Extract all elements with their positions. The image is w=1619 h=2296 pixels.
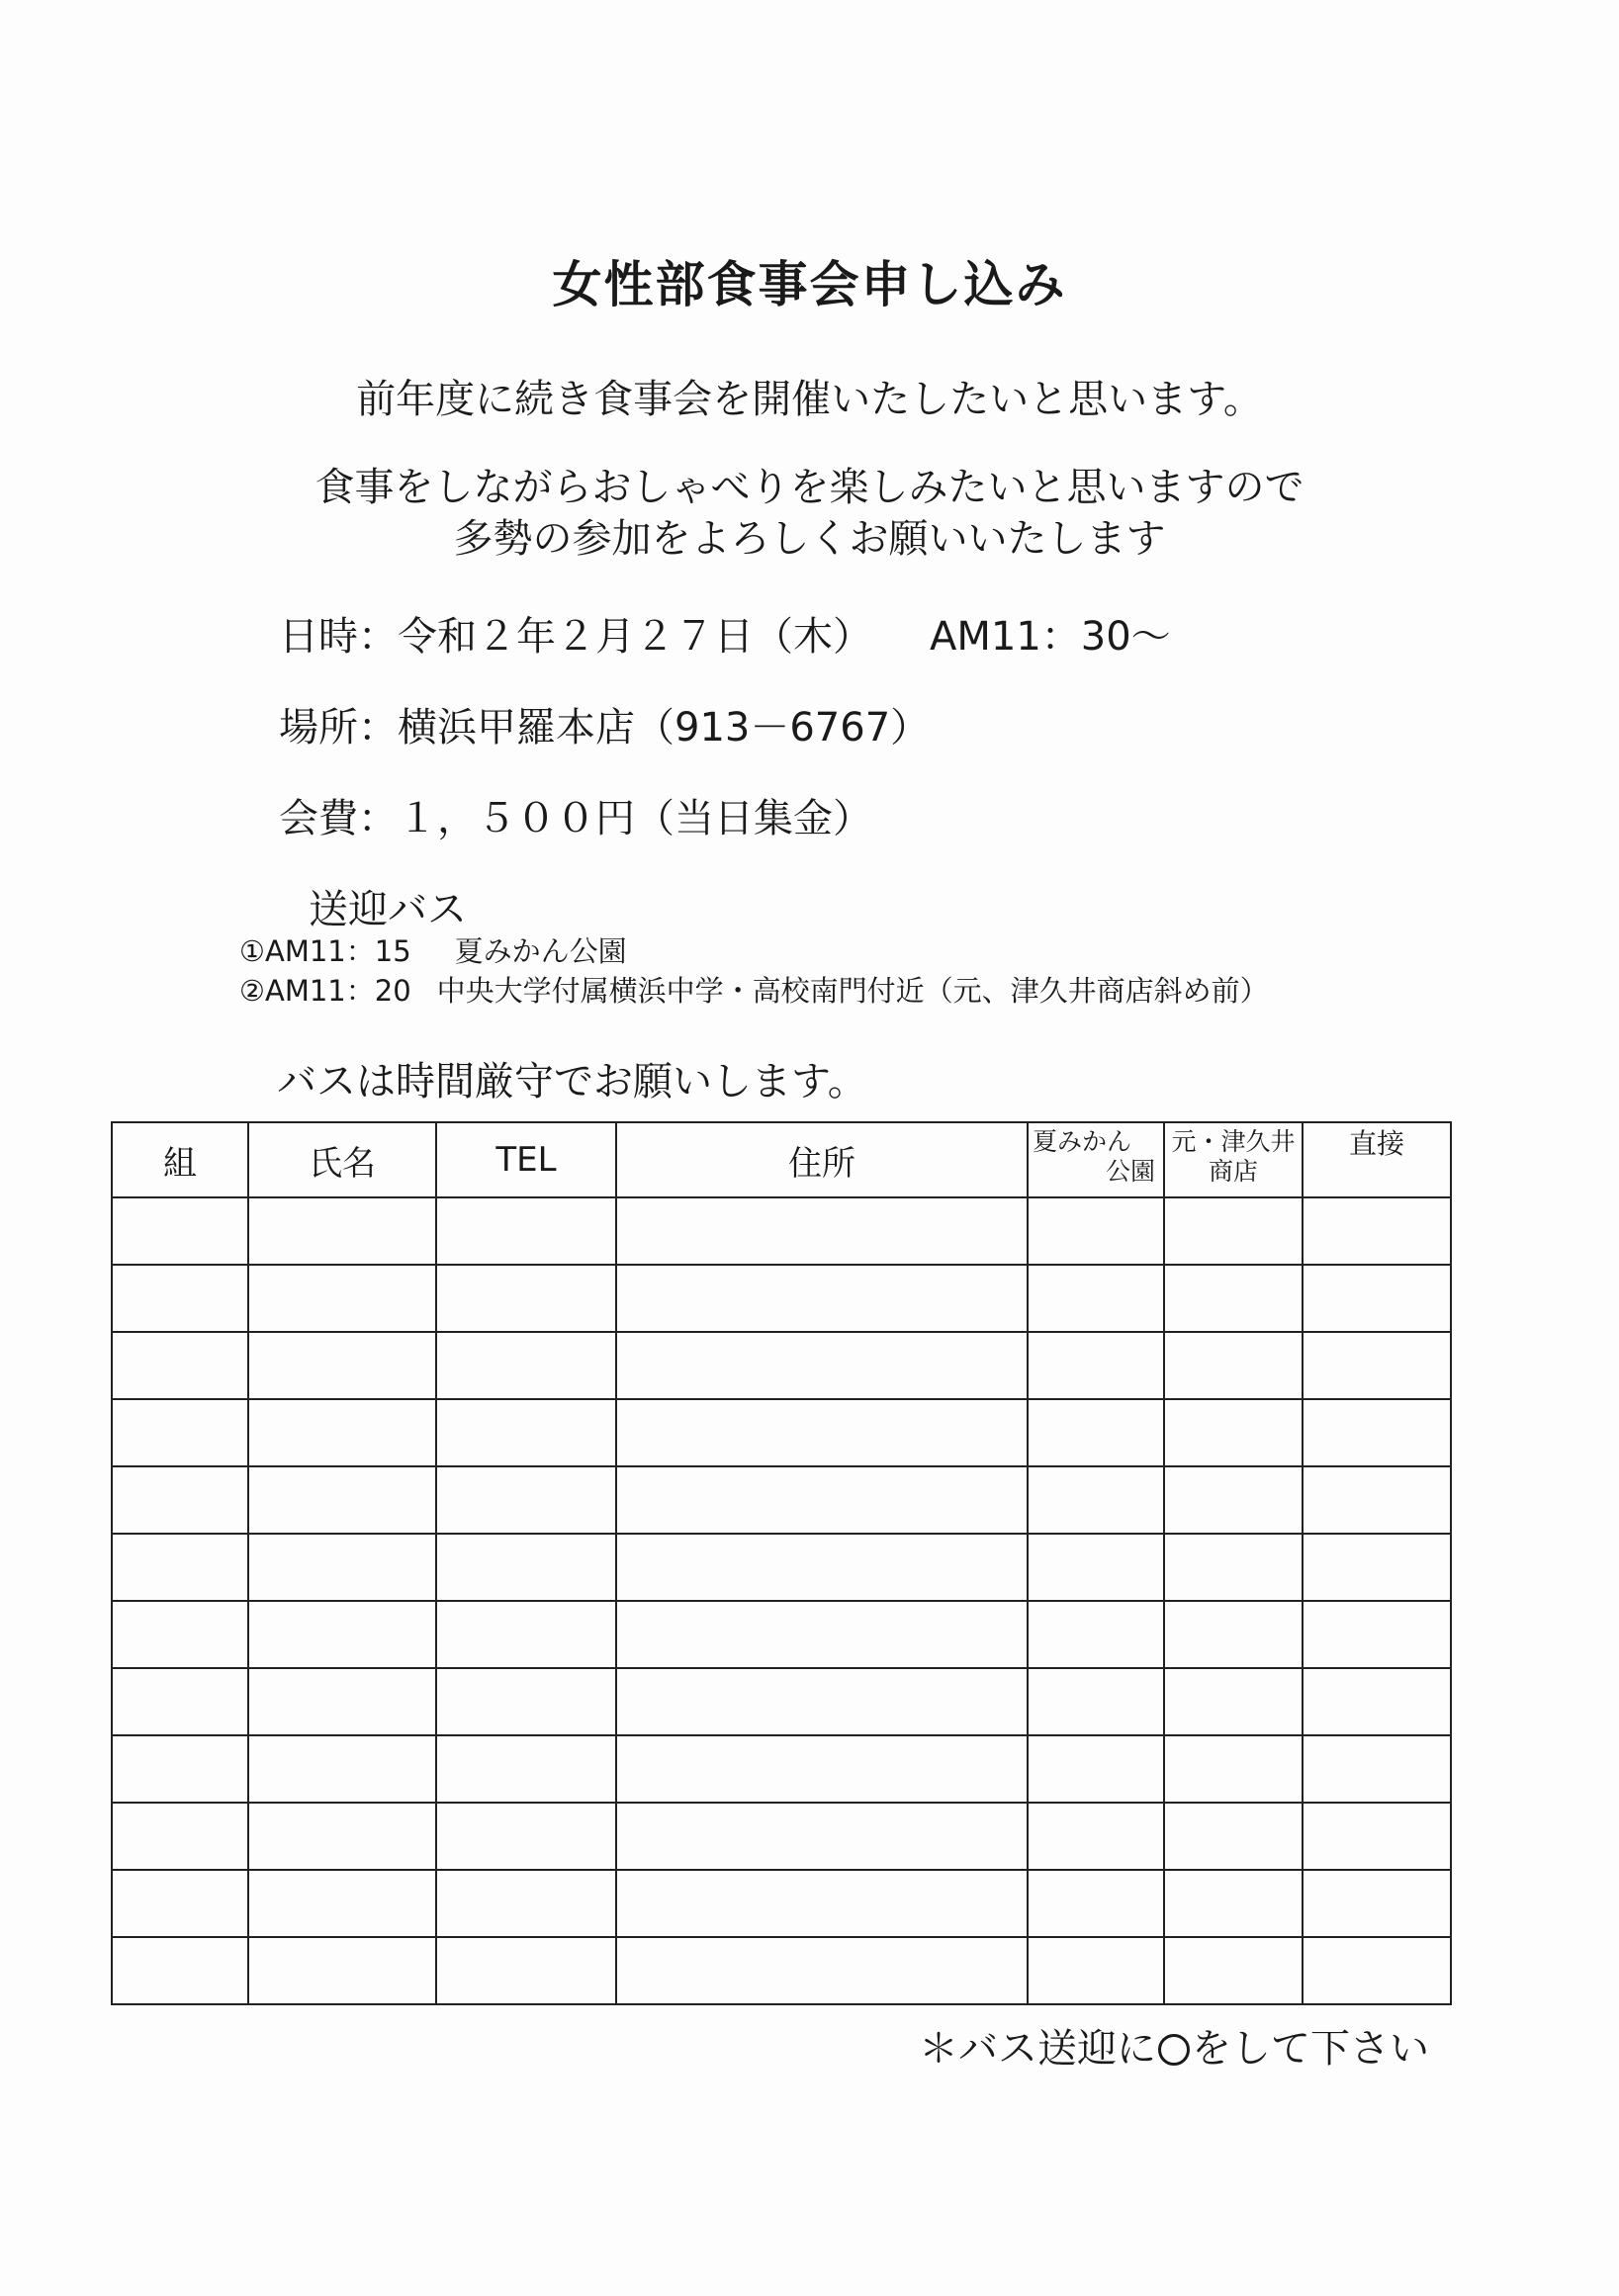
cell-tsukui-shop[interactable]: [1164, 1601, 1303, 1668]
table-row: [112, 1265, 1451, 1332]
bus-route-2: [239, 969, 1269, 1010]
header-address: 住所: [616, 1122, 1028, 1197]
cell-natsumikan-park[interactable]: [1028, 1332, 1164, 1399]
cell-name[interactable]: [248, 1332, 436, 1399]
cell-direct[interactable]: [1303, 1197, 1451, 1265]
cell-direct[interactable]: [1303, 1870, 1451, 1937]
route-number: ①: [239, 934, 265, 968]
table-row: [112, 1735, 1451, 1803]
cell-tel[interactable]: [436, 1399, 616, 1466]
cell-natsumikan-park[interactable]: [1028, 1466, 1164, 1534]
table-header-row: [112, 1122, 1451, 1197]
cell-group[interactable]: [112, 1265, 248, 1332]
route-place: 中央大学付属横浜中学・高校南門付近（元、津久井商店斜め前）: [436, 974, 1269, 1008]
cell-direct[interactable]: [1303, 1332, 1451, 1399]
cell-natsumikan-park[interactable]: [1028, 1937, 1164, 2004]
cell-natsumikan-park[interactable]: [1028, 1870, 1164, 1937]
cell-group[interactable]: [112, 1534, 248, 1601]
cell-natsumikan-park[interactable]: [1028, 1197, 1164, 1265]
cell-group[interactable]: [112, 1601, 248, 1668]
cell-name[interactable]: [248, 1265, 436, 1332]
route-number: ②: [239, 974, 265, 1008]
place-value: 横浜甲羅本店（913－6767）: [398, 705, 931, 751]
table-row: [112, 1803, 1451, 1870]
cell-name[interactable]: [248, 1399, 436, 1466]
circle-mark-icon: [1158, 2034, 1190, 2066]
header-tsukui-line1: 元・津久井: [1171, 1127, 1296, 1156]
cell-group[interactable]: [112, 1466, 248, 1534]
cell-direct[interactable]: [1303, 1803, 1451, 1870]
header-direct: 直接: [1303, 1122, 1451, 1197]
cell-tel[interactable]: [436, 1197, 616, 1265]
cell-address[interactable]: [616, 1399, 1028, 1466]
header-group: 組: [112, 1122, 248, 1197]
cell-tsukui-shop[interactable]: [1164, 1332, 1303, 1399]
cell-name[interactable]: [248, 1870, 436, 1937]
cell-address[interactable]: [616, 1668, 1028, 1735]
cell-direct[interactable]: [1303, 1668, 1451, 1735]
cell-tsukui-shop[interactable]: [1164, 1197, 1303, 1265]
header-tsukui-shop: [1164, 1122, 1303, 1197]
route-place: 夏みかん公園: [454, 934, 627, 968]
cell-tsukui-shop[interactable]: [1164, 1466, 1303, 1534]
cell-natsumikan-park[interactable]: [1028, 1265, 1164, 1332]
cell-tsukui-shop[interactable]: [1164, 1399, 1303, 1466]
table-body: [112, 1197, 1451, 2004]
cell-name[interactable]: [248, 1197, 436, 1265]
cell-tel[interactable]: [436, 1870, 616, 1937]
cell-name[interactable]: [248, 1466, 436, 1534]
header-natsumikan-park: [1028, 1122, 1164, 1197]
header-tel: TEL: [436, 1122, 616, 1197]
invitation-line-1: 食事をしながらおしゃべりを楽しみたいと思いますので: [315, 465, 1304, 510]
cell-name[interactable]: [248, 1937, 436, 2004]
intro-text: 前年度に続き食事会を開催いたしたいと思います。: [356, 377, 1263, 422]
route-time: AM11：20: [265, 974, 411, 1008]
cell-group[interactable]: [112, 1668, 248, 1735]
cell-natsumikan-park[interactable]: [1028, 1399, 1164, 1466]
form-title: 女性部食事会申し込み: [552, 256, 1067, 313]
header-name: 氏名: [248, 1122, 436, 1197]
cell-name[interactable]: [248, 1735, 436, 1803]
punctuality-note: バスは時間厳守でお願いします。: [277, 1059, 867, 1104]
cell-tel[interactable]: [436, 1803, 616, 1870]
route-time: AM11：15: [265, 934, 411, 968]
cell-name[interactable]: [248, 1601, 436, 1668]
table-row: [112, 1601, 1451, 1668]
header-tsukui-line2: 商店: [1208, 1157, 1258, 1186]
cell-tsukui-shop[interactable]: [1164, 1668, 1303, 1735]
event-fee: [279, 787, 872, 843]
bus-route-1: [239, 929, 627, 970]
cell-address[interactable]: [616, 1265, 1028, 1332]
cell-group[interactable]: [112, 1937, 248, 2004]
table-row: [112, 1534, 1451, 1601]
cell-tel[interactable]: [436, 1937, 616, 2004]
cell-tsukui-shop[interactable]: [1164, 1534, 1303, 1601]
fee-label: 会費：: [279, 796, 398, 841]
cell-direct[interactable]: [1303, 1937, 1451, 2004]
cell-direct[interactable]: [1303, 1534, 1451, 1601]
cell-tsukui-shop[interactable]: [1164, 1937, 1303, 2004]
cell-group[interactable]: [112, 1735, 248, 1803]
cell-group[interactable]: [112, 1870, 248, 1937]
cell-natsumikan-park[interactable]: [1028, 1735, 1164, 1803]
cell-address[interactable]: [616, 1937, 1028, 2004]
cell-address[interactable]: [616, 1803, 1028, 1870]
cell-natsumikan-park[interactable]: [1028, 1803, 1164, 1870]
footnote-prefix: ＊バス送迎に: [919, 2026, 1156, 2072]
cell-direct[interactable]: [1303, 1466, 1451, 1534]
cell-direct[interactable]: [1303, 1265, 1451, 1332]
table-row: [112, 1466, 1451, 1534]
cell-tel[interactable]: [436, 1534, 616, 1601]
event-date: [279, 605, 1171, 662]
cell-address[interactable]: [616, 1601, 1028, 1668]
time-value: AM11：30～: [930, 614, 1171, 660]
event-place: [279, 696, 930, 752]
table-row: [112, 1668, 1451, 1735]
cell-tel[interactable]: [436, 1601, 616, 1668]
table-row: [112, 1870, 1451, 1937]
bus-footnote: [919, 2017, 1429, 2074]
header-natsumikan-line2: 公園: [1105, 1157, 1155, 1186]
cell-group[interactable]: [112, 1803, 248, 1870]
date-label: 日時：: [279, 614, 398, 660]
cell-address[interactable]: [616, 1332, 1028, 1399]
cell-tsukui-shop[interactable]: [1164, 1265, 1303, 1332]
cell-tsukui-shop[interactable]: [1164, 1803, 1303, 1870]
bus-heading: 送迎バス: [309, 887, 467, 932]
cell-tel[interactable]: [436, 1466, 616, 1534]
cell-tsukui-shop[interactable]: [1164, 1735, 1303, 1803]
cell-natsumikan-park[interactable]: [1028, 1534, 1164, 1601]
table-row: [112, 1197, 1451, 1265]
signup-table: [111, 1121, 1452, 2005]
cell-natsumikan-park[interactable]: [1028, 1668, 1164, 1735]
table-row: [112, 1332, 1451, 1399]
footnote-suffix: をして下さい: [1192, 2026, 1429, 2072]
cell-direct[interactable]: [1303, 1735, 1451, 1803]
table-row: [112, 1937, 1451, 2004]
place-label: 場所：: [279, 705, 398, 751]
fee-value: １，５００円（当日集金）: [398, 796, 872, 841]
header-natsumikan-line1: 夏みかん: [1033, 1127, 1132, 1156]
invitation-line-2: 多勢の参加をよろしくお願いいたします: [453, 516, 1166, 562]
cell-address[interactable]: [616, 1197, 1028, 1265]
cell-tel[interactable]: [436, 1265, 616, 1332]
cell-address[interactable]: [616, 1466, 1028, 1534]
cell-direct[interactable]: [1303, 1601, 1451, 1668]
cell-tel[interactable]: [436, 1332, 616, 1399]
cell-address[interactable]: [616, 1534, 1028, 1601]
cell-address[interactable]: [616, 1870, 1028, 1937]
cell-group[interactable]: [112, 1197, 248, 1265]
cell-group[interactable]: [112, 1399, 248, 1466]
cell-name[interactable]: [248, 1668, 436, 1735]
cell-direct[interactable]: [1303, 1399, 1451, 1466]
cell-name[interactable]: [248, 1534, 436, 1601]
cell-tel[interactable]: [436, 1735, 616, 1803]
cell-address[interactable]: [616, 1735, 1028, 1803]
cell-tel[interactable]: [436, 1668, 616, 1735]
table-row: [112, 1399, 1451, 1466]
cell-tsukui-shop[interactable]: [1164, 1870, 1303, 1937]
date-value: 令和２年２月２７日（木）: [398, 614, 872, 660]
cell-natsumikan-park[interactable]: [1028, 1601, 1164, 1668]
cell-name[interactable]: [248, 1803, 436, 1870]
cell-group[interactable]: [112, 1332, 248, 1399]
